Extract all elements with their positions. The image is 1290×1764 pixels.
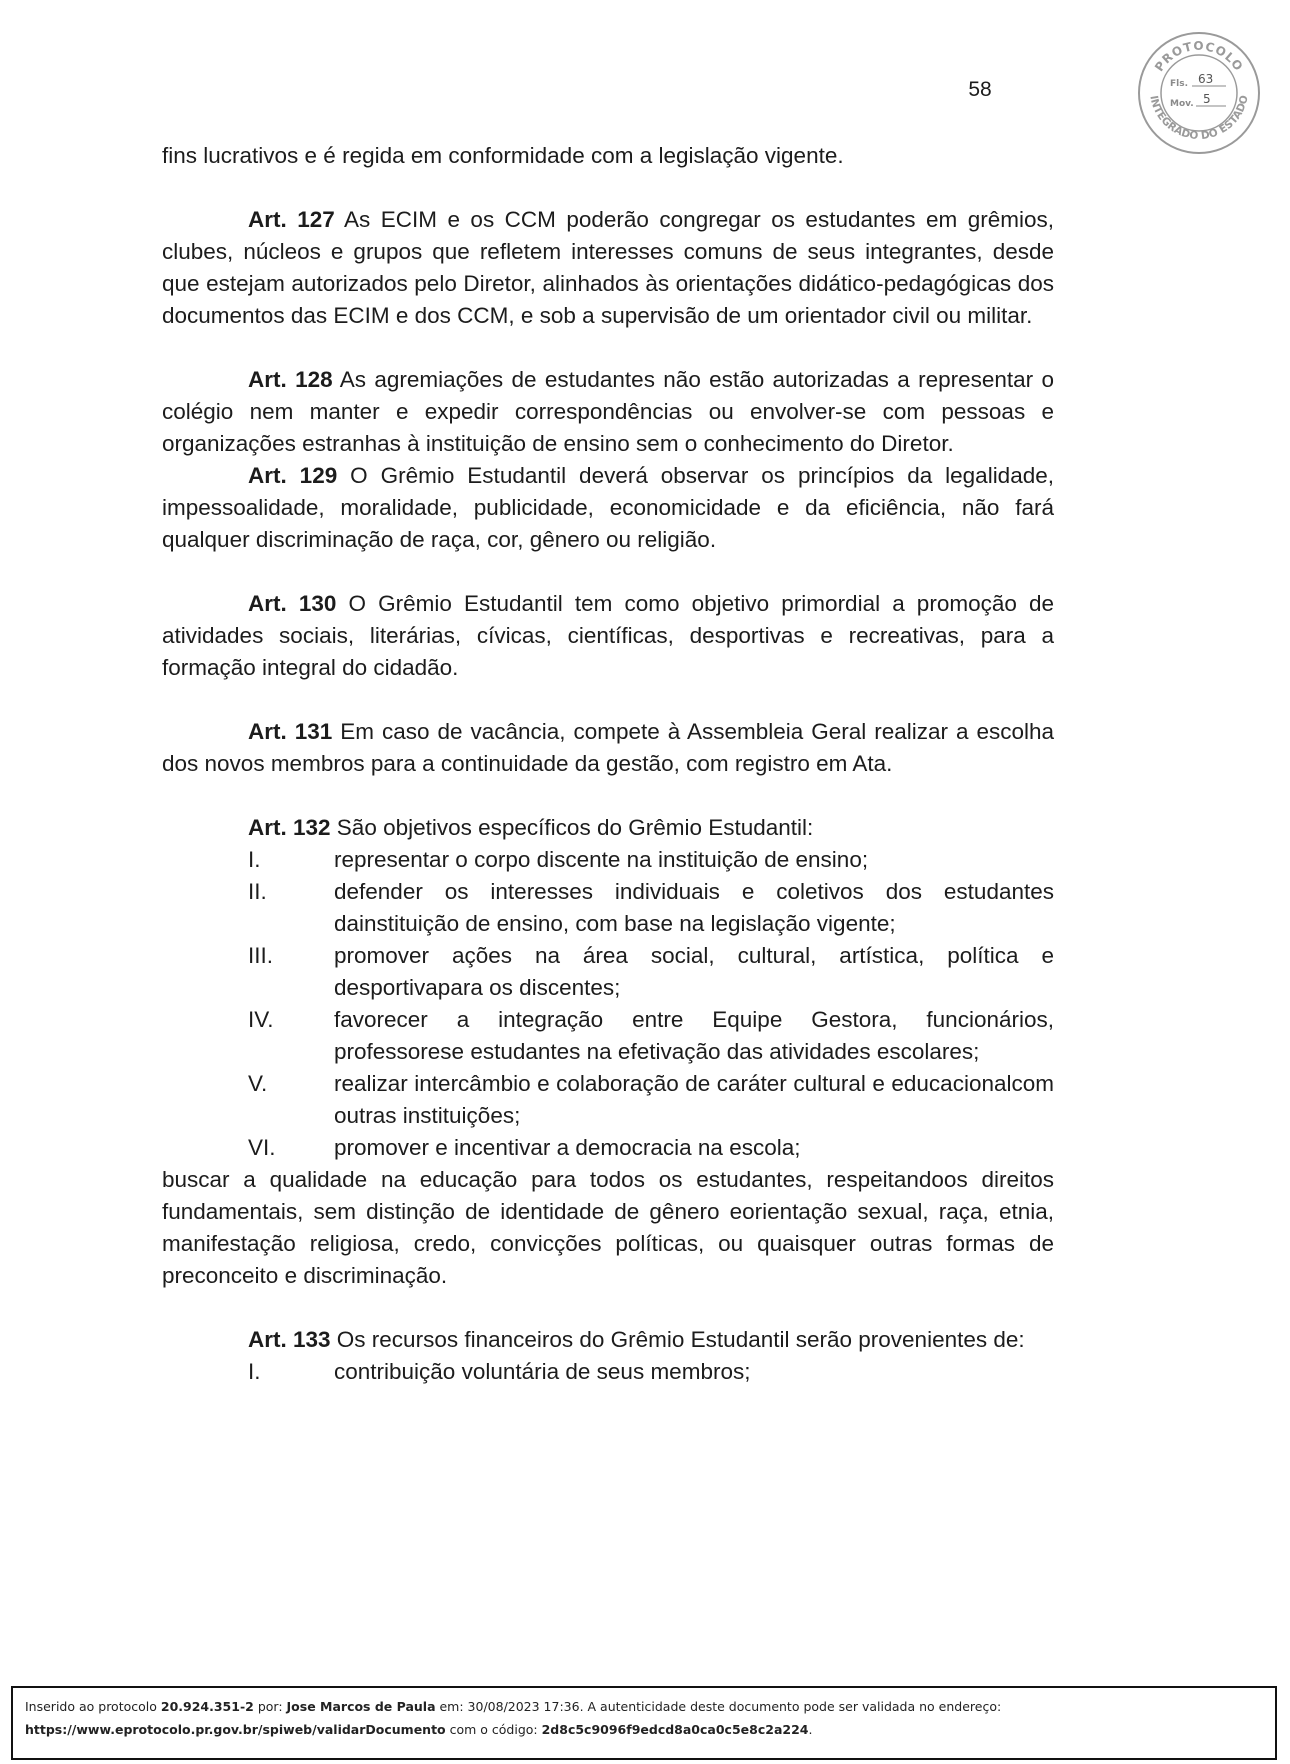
- intro-paragraph: fins lucrativos e é regida em conformidade com a legislação vigente.: [162, 143, 844, 168]
- list-item-number: VI.: [248, 1135, 276, 1160]
- list-item-text: favorecer a integração entre Equipe Gestora, funcionários, professorese estudantes na efetivação das atividades escolares;: [334, 1007, 1054, 1064]
- article-128: [162, 364, 1054, 460]
- stamp-top-text: PROTOCOLO: [1151, 39, 1246, 75]
- svg-text:PROTOCOLO: [1152, 39, 1246, 74]
- article-133-list: [162, 1356, 1054, 1388]
- article-131-label: Art. 131: [248, 719, 333, 744]
- list-item-text: representar o corpo discente na instituição de ensino;: [334, 847, 869, 872]
- article-133-text: Os recursos financeiros do Grêmio Estudantil serão provenientes de:: [330, 1327, 1025, 1352]
- article-132-text: São objetivos específicos do Grêmio Estudantil:: [330, 815, 814, 840]
- page-number: 58: [968, 78, 992, 101]
- list-item: [162, 1132, 1054, 1164]
- article-127-text: As ECIM e os CCM poderão congregar os estudantes em grêmios, clubes, núcleos e grupos que refletem interesses comuns de seus integrantes, desde que estejam autorizados pelo Diretor, alinhados às orientações didático-pedagógicas dos documentos das ECIM e dos CCM, e sob a supervisão de um orientador civil ou militar.: [162, 207, 1054, 328]
- list-item-text: defender os interesses individuais e coletivos dos estudantes dainstituição de ensino, com base na legislação vigente;: [334, 879, 1054, 936]
- list-item-text: promover ações na área social, cultural, artística, política e desportivapara os discentes;: [334, 943, 1054, 1000]
- footer-prefix: Inserido ao protocolo: [25, 1699, 161, 1714]
- article-129: [162, 460, 1054, 556]
- stamp-mov-value: 5: [1203, 92, 1211, 106]
- article-131: [162, 716, 1054, 780]
- article-129-text: O Grêmio Estudantil deverá observar os princípios da legalidade, impessoalidade, moralidade, publicidade, economicidade e da eficiência, não fará qualquer discriminação de raça, cor, gênero ou religião.: [162, 463, 1054, 552]
- list-item: [162, 844, 1054, 876]
- authenticity-footer: [11, 1686, 1277, 1760]
- list-item-number: I.: [248, 847, 261, 872]
- article-132-label: Art. 132: [248, 815, 331, 840]
- article-132-closing: buscar a qualidade na educação para todos os estudantes, respeitandoos direitos fundamentais, sem distinção de identidade de gênero eorientação sexual, raça, etnia, manifestação religiosa, credo, convicções políticas, ou quaisquer outras formas de preconceito e discriminação.: [162, 1167, 1054, 1288]
- article-132: [162, 812, 1054, 844]
- article-132-list: [162, 844, 1054, 1164]
- article-128-label: Art. 128: [248, 367, 333, 392]
- list-item-number: II.: [248, 879, 267, 904]
- footer-line-1: [25, 1695, 1275, 1718]
- article-130-label: Art. 130: [248, 591, 337, 616]
- list-item-text: contribuição voluntária de seus membros;: [334, 1359, 751, 1384]
- article-133-label: Art. 133: [248, 1327, 331, 1352]
- stamp-bottom-text: INTEGRADO DO ESTADO: [1147, 94, 1251, 143]
- author-name: Jose Marcos de Paula: [286, 1699, 436, 1714]
- footer-by: por:: [253, 1699, 287, 1714]
- article-130-text: O Grêmio Estudantil tem como objetivo primordial a promoção de atividades sociais, literárias, cívicas, científicas, desportivas e recreativas, para a formação integral do cidadão.: [162, 591, 1054, 680]
- list-item-number: IV.: [248, 1007, 274, 1032]
- article-127: [162, 204, 1054, 332]
- list-item: [162, 940, 1054, 1004]
- footer-line-2: [25, 1718, 1275, 1741]
- list-item: [162, 1068, 1054, 1132]
- stamp-fls-value: 63: [1198, 72, 1214, 86]
- list-item-number: III.: [248, 943, 274, 968]
- article-133: [162, 1324, 1054, 1356]
- document-body: [162, 140, 1054, 1388]
- validation-url[interactable]: https://www.eprotocolo.pr.gov.br/spiweb/validarDocumento: [25, 1722, 446, 1737]
- footer-line1-rest: em: 30/08/2023 17:36. A autenticidade deste documento pode ser validada no endereço:: [435, 1699, 1002, 1714]
- list-item-number: V.: [248, 1071, 268, 1096]
- stamp-mov-label: Mov.: [1170, 99, 1194, 109]
- validation-code: 2d8c5c9096f9edcd8a0ca0c5e8c2a224: [541, 1722, 809, 1737]
- stamp-fls-label: Fls.: [1170, 79, 1189, 89]
- list-item: [162, 1004, 1054, 1068]
- protocol-number: 20.924.351-2: [160, 1699, 254, 1714]
- footer-end: .: [808, 1722, 813, 1737]
- article-129-label: Art. 129: [248, 463, 338, 488]
- list-item: [162, 876, 1054, 940]
- list-item-text: promover e incentivar a democracia na escola;: [334, 1135, 801, 1160]
- footer-code-label: com o código:: [445, 1722, 542, 1737]
- svg-text:INTEGRADO DO ESTADO: [1147, 94, 1250, 142]
- article-131-text: Em caso de vacância, compete à Assembleia Geral realizar a escolha dos novos membros para a continuidade da gestão, com registro em Ata.: [162, 719, 1054, 776]
- article-130: [162, 588, 1054, 684]
- list-item: [162, 1356, 1054, 1388]
- protocol-stamp: [1136, 30, 1262, 156]
- article-128-text: As agremiações de estudantes não estão autorizadas a representar o colégio nem manter e expedir correspondências ou envolver-se com pessoas e organizações estranhas à instituição de ensino sem o conhecimento do Diretor.: [162, 367, 1054, 456]
- article-127-label: Art. 127: [248, 207, 335, 232]
- list-item-text: realizar intercâmbio e colaboração de caráter cultural e educacionalcom outras instituições;: [334, 1071, 1054, 1128]
- list-item-number: I.: [248, 1359, 261, 1384]
